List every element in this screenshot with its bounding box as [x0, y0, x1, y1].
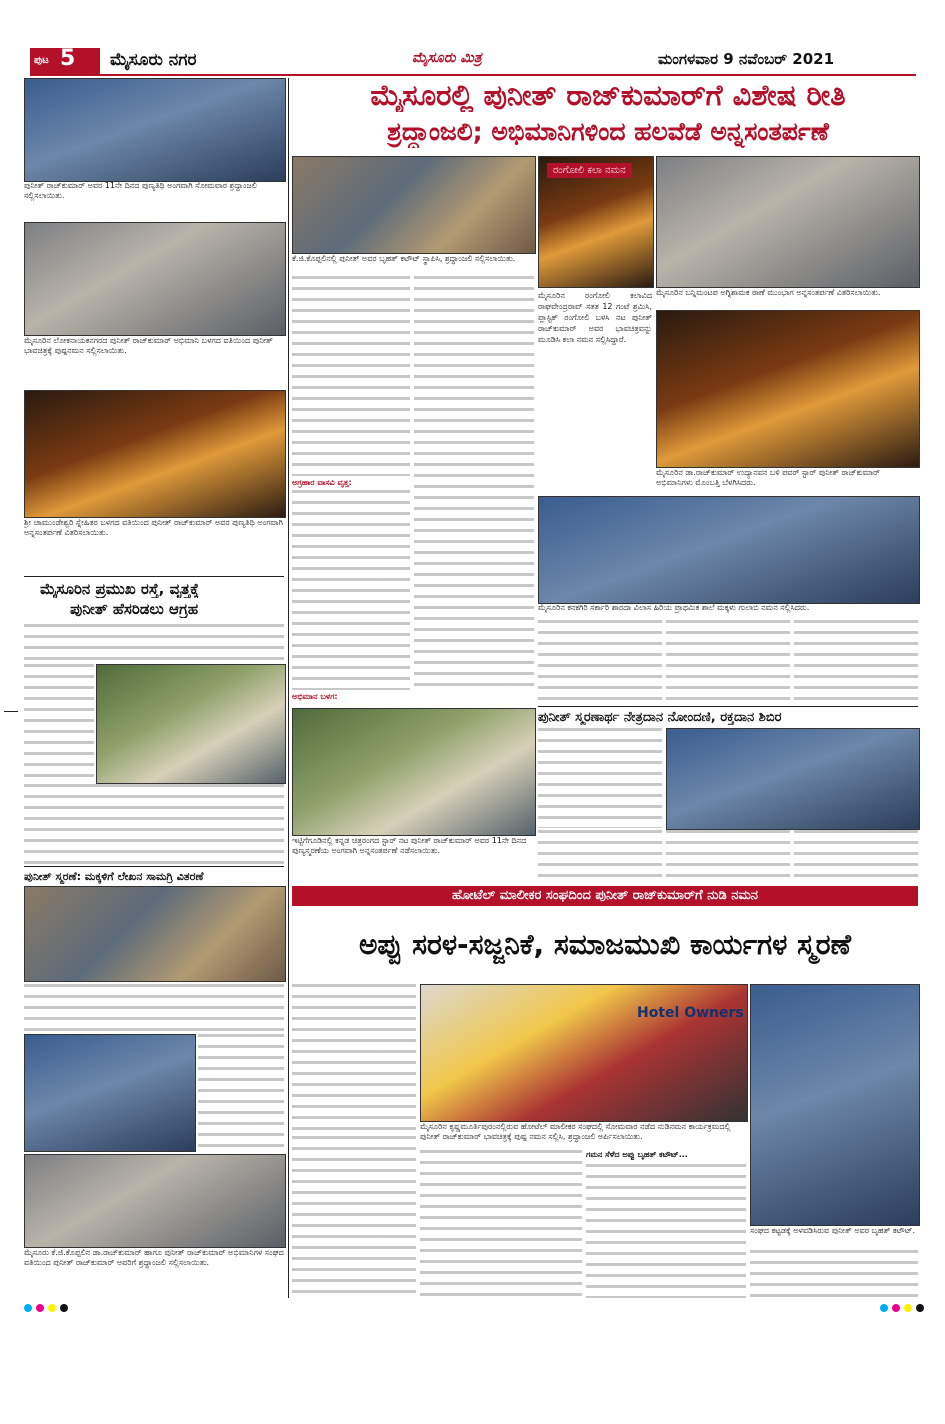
photo-tribute-group-2 [24, 222, 286, 336]
article-road-name-body-b [24, 664, 94, 784]
caption-school: ಮೈಸೂರಿನ ಕನಕಗಿರಿ ಸರ್ಕಾರಿ ಶಾರದಾ ವಿಲಾಸ ಹಿರಿಯ ಪ್ರಾಥಮಿಕ ಶಾಲೆ ಮಕ್ಕಳು ಗುಲಾಬಿ ನಮನ ಸಲ್ಲಿಸಿದರು. [538, 603, 810, 612]
hotel-body-col3 [420, 1150, 582, 1298]
registration-mark-magenta [892, 1304, 900, 1312]
caption-kg-koppal: ಕೆ.ಜಿ.ಕೊಪ್ಪಲಿನಲ್ಲಿ ಪುನೀತ್ ಅವರ ಬೃಹತ್ ಕಟೌಟ್ ಸ್ಥಾಪಿಸಿ, ಶ್ರದ್ಧಾಂಜಲಿ ಸಲ್ಲಿಸಲಾಯಿತು. [292, 254, 516, 263]
photo-blood-donation [666, 728, 920, 830]
photo-youth-group [24, 1154, 286, 1248]
lead-subhead-2: ಅಭಿಮಾನ ಬಳಗ: [292, 692, 338, 701]
photo-rangoli [538, 156, 654, 288]
photo-children-stationery [24, 886, 286, 982]
photo-candle-tribute [24, 390, 286, 518]
photo-hotel-hall [420, 984, 748, 1122]
hotel-body-col4 [586, 1164, 746, 1298]
hotel-body-col2 [292, 1136, 416, 1298]
caption-food: ಮೈಸೂರಿನ ಬನ್ನಿಮಂಟಪ ಅಗ್ನಿಶಾಮಕ ಠಾಣೆ ಮುಂಭಾಗ ಅನ್ನಸಂತರ್ಪಣೆ ವಿತರಿಸಲಾಯಿತು. [656, 288, 881, 297]
registration-mark-cyan [24, 1304, 32, 1312]
lead-body-col1b [292, 490, 410, 690]
caption-banner: ಇಟ್ಟಿಗೆಗೂಡಿನಲ್ಲಿ ಕನ್ನಡ ಚಿತ್ರರಂಗದ ಸ್ಟಾರ್ ನಟ ಪುನೀತ್ ರಾಜ್‌ಕುಮಾರ್ ಅವರ 11ನೇ ದಿನದ ಪುಣ್ಯಸ್ಮರಣೆಯ ಅಂಗವಾಗಿ ಅನ್ನಸಂತರ್ಪಣೆ ನಡೆಸಲಾಯಿತು. [292, 836, 527, 855]
registration-mark-black [60, 1304, 68, 1312]
photo-memorandum [96, 664, 286, 784]
caption-1: ಪುನೀತ್ ರಾಜ್‌ಕುಮಾರ್ ಅವರ 11ನೇ ದಿನದ ಪುಣ್ಯತಿಥಿ ಅಂಗವಾಗಿ ಸೋಮವಾರ ಶ್ರದ್ಧಾಂಜಲಿ ಸಲ್ಲಿಸಲಾಯಿತು. [24, 181, 257, 200]
column-rule [288, 78, 289, 1298]
caption-hotel-hall: ಮೈಸೂರಿನ ಕೃಷ್ಣಮೂರ್ತಿಪುರಂನಲ್ಲಿರುವ ಹೋಟೆಲ್ ಮಾಲೀಕರ ಸಂಘದಲ್ಲಿ ಸೋಮವಾರ ನಡೆದ ನುಡಿನಮನ ಕಾರ್ಯಕ್ರಮದಲ್ಲಿ ಪುನೀತ್ ರಾಜ್‌ಕುಮಾರ್ ಭಾವಚಿತ್ರಕ್ಕೆ ಪುಷ್ಪ ನಮನ ಸಲ್ಲಿಸಿ, ಶ್ರದ್ಧಾಂಜಲಿ ಅರ್ಪಿಸಲಾಯಿತು. [420, 1122, 731, 1141]
divider [24, 576, 284, 577]
photo-tribute-group-1 [24, 78, 286, 182]
registration-mark-yellow [48, 1304, 56, 1312]
headline-blood-donation: ಪುನೀತ್ ಸ್ಮರಣಾರ್ಥ ನೇತ್ರದಾನ ನೋಂದಣಿ, ರಕ್ತದಾನ ಶಿಬಿರ [538, 710, 782, 725]
lead-body-col5 [794, 620, 918, 704]
registration-mark-cyan [880, 1304, 888, 1312]
caption-cutout-building: ಸಂಘದ ಕಟ್ಟಡಕ್ಕೆ ಅಳವಡಿಸಿರುವ ಪುನೀತ್ ಅವರ ಬೃಹತ್ ಕಟೌಟ್. [750, 1226, 916, 1235]
bottom-headline: ಅಪ್ಪು ಸರಳ-ಸಜ್ಜನಿಕೆ, ಸಮಾಜಮುಖಿ ಕಾರ್ಯಗಳ ಸ್ಮರಣೆ [358, 928, 851, 961]
lead-headline-line1: ಮೈಸೂರಲ್ಲಿ ಪುನೀತ್ ರಾಜ್‌ಕುಮಾರ್‌ಗೆ ವಿಶೇಷ ರೀತಿ [370, 78, 846, 112]
kicker-hotel-owners: ಹೋಟೆಲ್ ಮಾಲೀಕರ ಸಂಘದಿಂದ ಪುನೀತ್ ರಾಜ್‌ಕುಮಾರ್‌ಗೆ ನುಡಿ ನಮನ [292, 886, 918, 906]
headline-stationery: ಪುನೀತ್ ಸ್ಮರಣೆ: ಮಕ್ಕಳಿಗೆ ಲೇಖನ ಸಾಮಗ್ರಿ ವಿತರಣೆ [24, 870, 204, 883]
caption-2: ಮೈಸೂರಿನ ಲೋಕನಾಯಕನಗರದ ಪುನೀತ್ ರಾಜ್‌ಕುಮಾರ್ ಅಭಿಮಾನಿ ಬಳಗದ ವತಿಯಿಂದ ಪುನೀತ್ ಭಾವಚಿತ್ರಕ್ಕೆ ಪುಷ್ಪನಮನ ಸಲ್ಲಿಸಲಾಯಿತು. [24, 336, 273, 355]
masthead-logo: ಮೈಸೂರು ಮಿತ್ರ [412, 50, 482, 66]
photo-school-children [538, 496, 920, 604]
article-stationery-body [24, 984, 284, 1032]
cutout-box-title: ಗಮನ ಸೆಳೆದ ಅಪ್ಪು ಬೃಹತ್ ಕಟೌಟ್... [586, 1150, 688, 1159]
headline-road-name-line2: ಪುನೀತ್ ಹೆಸರಿಡಲು ಆಗ್ರಹ [70, 600, 199, 618]
hotel-body-col1 [292, 984, 416, 1134]
header-rule [30, 74, 916, 76]
hotel-sign: Hotel Owners [637, 1005, 744, 1021]
caption-night: ಮೈಸೂರಿನ ಡಾ.ರಾಜ್‌ಕುಮಾರ್ ಉದ್ಯಾನವನ ಬಳಿ ಪವರ್ ಸ್ಟಾರ್ ಪುನೀತ್ ರಾಜ್‌ಕುಮಾರ್ ಅಭಿಮಾನಿಗಳು ಮೊಂಬತ್ತಿ ಬೆಳಗಿಸಿದರು. [656, 468, 880, 487]
lead-body-col3 [538, 620, 662, 704]
lead-body-col1 [292, 276, 410, 476]
lead-headline-line2: ಶ್ರದ್ಧಾಂಜಲಿ; ಅಭಿಮಾನಿಗಳಿಂದ ಹಲವೆಡೆ ಅನ್ನಸಂತರ್ಪಣೆ [387, 117, 829, 146]
blood-body-2 [538, 830, 662, 882]
crop-mark [4, 711, 18, 712]
photo-cutout-building [750, 984, 920, 1226]
lead-body-col4 [666, 620, 790, 704]
photo-cutout-street [24, 1034, 196, 1152]
photo-banner-cutout [292, 708, 536, 836]
page-date: ಮಂಗಳವಾರ 9 ನವೆಂಬರ್ 2021 [658, 50, 835, 68]
lead-body-col2 [414, 276, 534, 686]
blood-body-4 [794, 830, 918, 882]
section-title: ಮೈಸೂರು ನಗರ [110, 50, 197, 70]
photo-kg-koppal-cutout [292, 156, 536, 254]
lead-subhead-1: ಅಗ್ರಹಾರ ವಾಸವಿ ವೃತ್ತ: [292, 478, 352, 487]
article-road-name-body-a [24, 624, 284, 664]
rangoli-body: ಮೈಸೂರಿನ ರಂಗೋಲಿ ಕಲಾವಿದ ರಾಘವೇಂದ್ರರಾವ್ ಸತತ 12 ಗಂಟೆ ಶ್ರಮಿಸಿ, ಪ್ಲಾಸ್ಟಿಕ್ ರಂಗೋಲಿ ಬಳಸಿ ನಟ ಪುನೀತ್ ರಾಜ್‌ಕುಮಾರ್ ಅವರ ಭಾವಚಿತ್ರವನ್ನು ಮೂಡಿಸಿ ಕಲಾ ನಮನ ಸಲ್ಲಿಸಿದ್ದಾರೆ. [538, 291, 652, 344]
caption-4: ಮೈಸೂರು ಕೆ.ಜಿ.ಕೊಪ್ಪಲಿನ ಡಾ.ರಾಜ್‌ಕುಮಾರ್ ಹಾಗೂ ಪುನೀತ್ ರಾಜ್‌ಕುಮಾರ್ ಅಭಿಮಾನಿಗಳ ಸಂಘದ ವತಿಯಿಂದ ಪುನೀತ್ ರಾಜ್‌ಕುಮಾರ್ ಅವರಿಗೆ ಶ್ರದ್ಧಾಂಜಲಿ ಸಲ್ಲಿಸಲಾಯಿತು. [24, 1248, 284, 1267]
blood-body-3 [666, 830, 790, 882]
registration-mark-yellow [904, 1304, 912, 1312]
divider [538, 706, 918, 707]
page-number: 5 [60, 46, 76, 71]
photo-night-candles [656, 310, 920, 468]
article-road-name-body-c [24, 784, 284, 864]
rangoli-tag: ರಂಗೋಲಿ ಕಲಾ ನಮನ [547, 163, 632, 178]
headline-road-name-line1: ಮೈಸೂರಿನ ಪ್ರಮುಖ ರಸ್ತೆ, ವೃತ್ತಕ್ಕೆ [40, 580, 199, 598]
article-stationery-body-2 [198, 1034, 284, 1150]
photo-food-distribution [656, 156, 920, 288]
caption-3: ಶ್ರೀ ಚಾಮುಂಡೇಶ್ವರಿ ಸ್ನೇಹಿತರ ಬಳಗದ ವತಿಯಿಂದ ಪುನೀತ್ ರಾಜ್‌ಕುಮಾರ್ ಅವರ ಪುಣ್ಯತಿಥಿ ಅಂಗವಾಗಿ ಅನ್ನಸಂತರ್ಪಣೆ ವಿತರಿಸಲಾಯಿತು. [24, 518, 283, 537]
registration-mark-magenta [36, 1304, 44, 1312]
page-label: ಪುಟ [34, 55, 49, 66]
registration-mark-black [916, 1304, 924, 1312]
blood-body-1 [538, 728, 662, 828]
hotel-body-col5 [750, 1250, 918, 1298]
divider [24, 866, 284, 867]
